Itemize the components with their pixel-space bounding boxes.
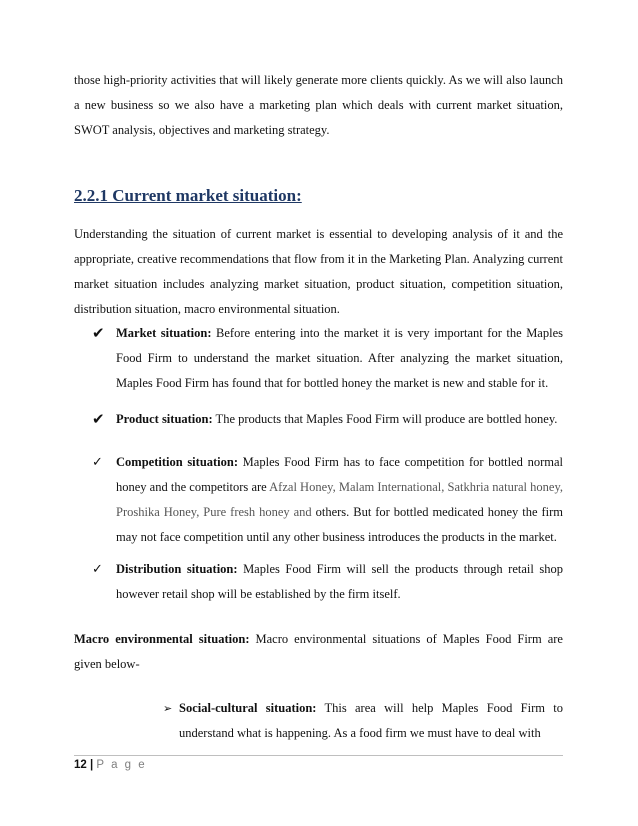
bullet-label: Distribution situation: (116, 562, 238, 576)
checkmark-icon: ✓ (92, 455, 103, 470)
bullet-text (116, 407, 563, 432)
bullet-text (116, 557, 563, 607)
footer-separator: | (90, 759, 94, 771)
bullet-body: Maples Food Firm has to face competition for bottled normal honey and the competitors are (116, 455, 563, 494)
footer-divider (74, 755, 563, 756)
page-footer (74, 759, 147, 771)
arrow-bullet-icon: ➢ (163, 702, 173, 715)
bullet-text (179, 696, 563, 746)
section-body-paragraph: Understanding the situation of current market is essential to developing analysis of it and the appropriate, creative recommendations that flow from it in the Marketing Plan. Analyzing current market situation includes analyzing market situation, product situation, competition situation, distribution situation, macro environmental situation. (74, 227, 563, 316)
macro-label: Macro environmental situation: (74, 632, 250, 646)
bullet-label: Competition situation: (116, 455, 239, 469)
bullet-text (116, 450, 563, 550)
bullet-body: The products that Maples Food Firm will produce are bottled honey. (212, 412, 558, 426)
macro-body: Macro environmental situations of Maples Food Firm are given below- (74, 632, 563, 671)
bullet-label: Market situation: (116, 326, 212, 340)
checkmark-icon: ✓ (92, 562, 103, 577)
bullet-body-continued: others. But for bottled medicated honey the firm may not face competition until any other business introduces the products in the market. (116, 505, 563, 544)
bullet-competition-situation (92, 450, 563, 550)
bullet-label: Product situation: (116, 412, 213, 426)
page-word: P a g e (96, 759, 147, 771)
intro-paragraph: those high-priority activities that will likely generate more clients quickly. As we will also launch a new business so we also have a marketing plan which deals with current market situation, SWOT analysis, objectives and marketing strategy. (74, 73, 563, 137)
checkmark-icon: ✔ (92, 324, 105, 342)
page-number: 12 (74, 759, 87, 771)
macro-paragraph (74, 627, 563, 677)
checkmark-icon: ✔ (92, 410, 105, 428)
bullet-product-situation (92, 407, 563, 432)
bullet-distribution-situation (92, 557, 563, 607)
bullet-body: Before entering into the market it is very important for the Maples Food Firm to understand the market situation. After analyzing the market situation, Maples Food Firm has found that for bottled honey the market is new and stable for it. (116, 326, 563, 390)
competitor-names: Afzal Honey, Malam International, Satkhria natural honey, Proshika Honey, Pure fresh honey and (116, 480, 564, 519)
bullet-text (116, 321, 563, 396)
bullet-label: Social-cultural situation: (179, 701, 317, 715)
bullet-body: This area will help Maples Food Firm to understand what is happening. As a food firm we must have to deal with (179, 701, 563, 740)
section-heading: 2.2.1 Current market situation: (74, 186, 302, 205)
bullet-market-situation (92, 321, 563, 396)
sub-bullet-social-cultural (163, 696, 563, 746)
bullet-body: Maples Food Firm will sell the products through retail shop however retail shop will be established by the firm itself. (116, 562, 563, 601)
